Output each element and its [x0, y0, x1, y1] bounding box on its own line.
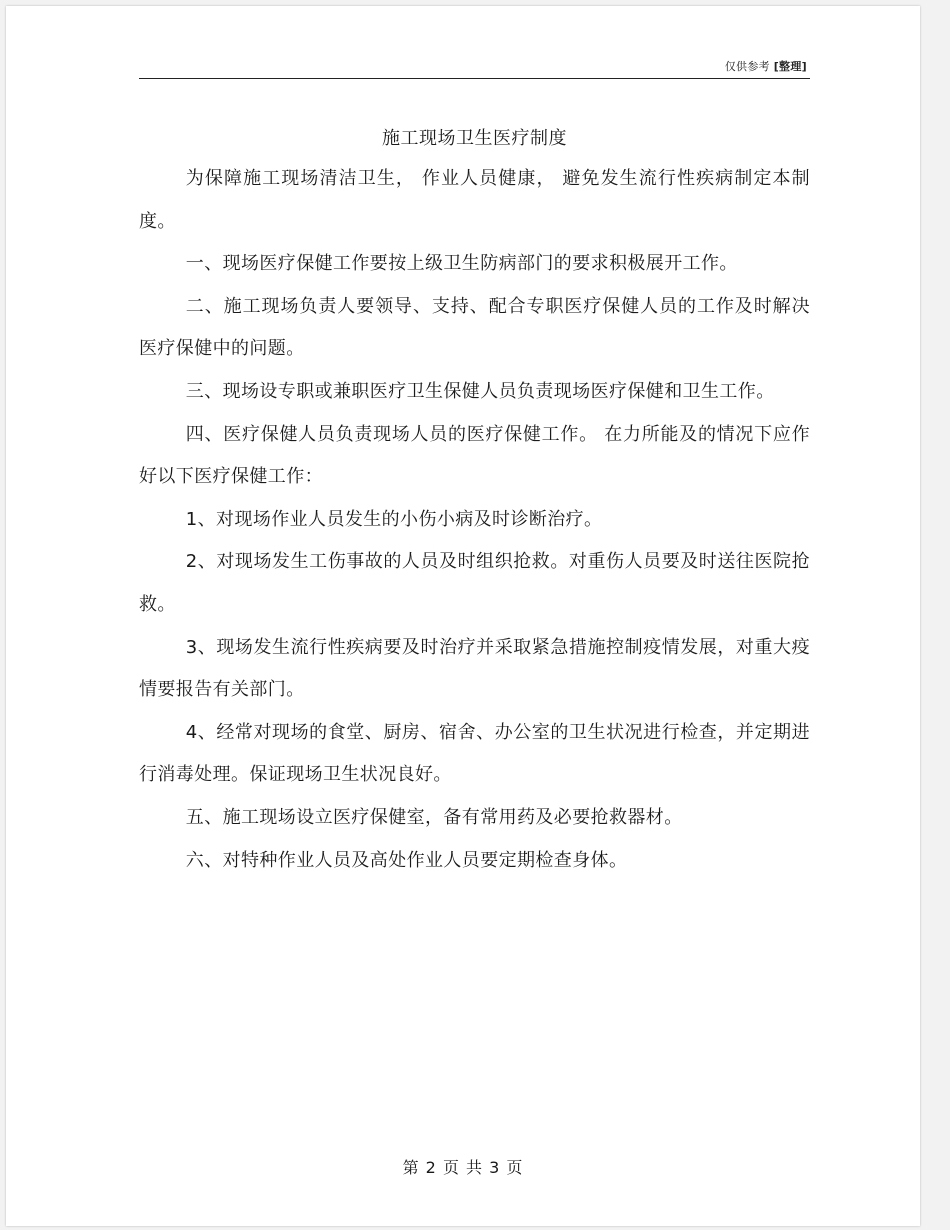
header-rule [139, 78, 810, 79]
document-title: 施工现场卫生医疗制度 [382, 128, 567, 149]
footer-page-total: 3 [489, 1158, 501, 1177]
paragraph-subitem-4: 4、经常对现场的食堂、厨房、宿舍、办公室的卫生状况进行检查，并定期进行消毒处理。保证现场卫生状况良好。 [139, 721, 810, 786]
document-page [6, 6, 920, 1226]
footer-prefix: 第 [402, 1158, 420, 1177]
paragraph-item-6: 六、对特种作业人员及高处作业人员要定期检查身体。 [185, 849, 628, 871]
paragraph-item-2: 二、施工现场负责人要领导、支持、配合专职医疗保健人员的工作及时解决医疗保健中的问题。 [139, 295, 810, 360]
paragraph-item-3: 三、现场设专职或兼职医疗卫生保健人员负责现场医疗保健和卫生工作。 [185, 380, 775, 402]
paragraph-item-5: 五、施工现场设立医疗保健室，备有常用药及必要抢救器材。 [185, 806, 683, 828]
paragraph-subitem-1: 1、对现场作业人员发生的小伤小病及时诊断治疗。 [185, 508, 603, 530]
paragraph-subitem-3: 3、现场发生流行性疾病要及时治疗并采取紧急措施控制疫情发展，对重大疫情要报告有关部门。 [139, 636, 810, 701]
header-note-text: 仅供参考 [724, 60, 770, 73]
footer-mid: 页 共 [442, 1158, 484, 1177]
document-body [139, 158, 810, 882]
paragraph-item-4: 四、医疗保健人员负责现场人员的医疗保健工作。 在力所能及的情况下应作好以下医疗保健工作： [139, 423, 810, 488]
footer-suffix: 页 [506, 1158, 524, 1177]
page-footer [6, 1155, 920, 1178]
header-note-bracket: [整理] [773, 60, 807, 73]
paragraph-item-1: 一、现场医疗保健工作要按上级卫生防病部门的要求积极展开工作。 [185, 253, 738, 275]
paragraph-intro: 为保障施工现场清洁卫生， 作业人员健康， 避免发生流行性疾病制定本制度。 [139, 168, 810, 232]
paragraph-subitem-2: 2、对现场发生工伤事故的人员及时组织抢救。对重伤人员要及时送往医院抢救。 [139, 551, 810, 615]
header-note [725, 58, 807, 74]
footer-page-number: 2 [425, 1158, 437, 1177]
